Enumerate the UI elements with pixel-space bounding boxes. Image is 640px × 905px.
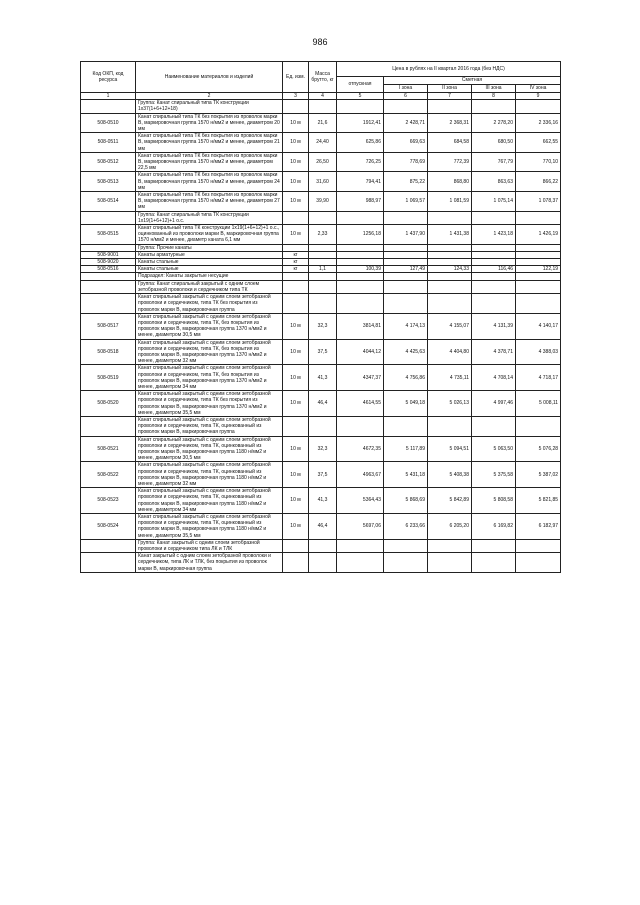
zone-1-price: 5 049,18 (384, 391, 428, 417)
empty-cell (81, 211, 136, 224)
zone-3-price: 5 808,58 (472, 488, 516, 514)
zone-2-price: 4 404,80 (428, 339, 472, 365)
zone-4-price: 1 078,37 (516, 192, 561, 212)
zone-4-price: 4 718,17 (516, 365, 561, 391)
unit: 10 м (283, 514, 309, 540)
resource-code: 508-0514 (81, 192, 136, 212)
col-number: 3 (283, 93, 309, 100)
zone-4-price: 122,19 (516, 266, 561, 273)
table-row (81, 225, 561, 245)
group-row (81, 280, 561, 293)
release-price: 5697,06 (337, 514, 384, 540)
empty-cell (384, 539, 428, 552)
release-price: 794,41 (337, 172, 384, 192)
resource-code: 508-0521 (81, 436, 136, 462)
col-number: 5 (337, 93, 384, 100)
zone-1-price: 6 233,66 (384, 514, 428, 540)
empty-cell (283, 553, 309, 573)
empty-cell (516, 211, 561, 224)
zone-1-price: 127,49 (384, 266, 428, 273)
zone-3-price: 6 169,82 (472, 514, 516, 540)
material-name: Канат спиральный закрытый с одним слоем зетобразной проволоки и сердечником, типа ТК без покрытия из проволок марки В, маркировочная группа 1370 н/мм2 и менее, диаметром 35,5 мм (136, 391, 283, 417)
table-row (81, 266, 561, 273)
material-name: Канат спиральный типа ТК без покрытия из проволок марки В, маркировочная группа 1570 н/мм2 и менее, диаметром 20 мм (136, 113, 283, 133)
price-table (80, 61, 561, 573)
zone-4-price (516, 259, 561, 266)
table-row (81, 192, 561, 212)
table-row (81, 259, 561, 266)
zone-4-price: 5 008,11 (516, 391, 561, 417)
resource-code: 508-0518 (81, 339, 136, 365)
empty-cell (428, 553, 472, 573)
release-price (337, 251, 384, 258)
zone-2-price: 1 081,59 (428, 192, 472, 212)
release-price: 4044,12 (337, 339, 384, 365)
empty-cell (283, 416, 309, 436)
unit: 10 м (283, 462, 309, 488)
resource-code: 508-9020 (81, 259, 136, 266)
header-zone-4: IV зона (516, 85, 561, 93)
mass: 39,90 (309, 192, 337, 212)
empty-cell (337, 273, 384, 280)
zone-1-price (384, 251, 428, 258)
zone-2-price: 124,33 (428, 266, 472, 273)
empty-cell (337, 100, 384, 113)
group-name: Группа: Канат спиральный закрытый с одним слоем зетобразной проволоки и сердечником типа ТК (136, 280, 283, 293)
empty-cell (516, 553, 561, 573)
empty-cell (337, 539, 384, 552)
resource-code: 508-0517 (81, 313, 136, 339)
zone-3-price: 4 378,71 (472, 339, 516, 365)
empty-cell (309, 294, 337, 314)
zone-3-price: 5 375,58 (472, 462, 516, 488)
empty-cell (309, 553, 337, 573)
empty-cell (384, 416, 428, 436)
zone-2-price: 5 026,13 (428, 391, 472, 417)
release-price: 4614,55 (337, 391, 384, 417)
material-name: Канат спиральный закрытый с одним слоем зетобразной проволоки и сердечником, типа ТК, без покрытия из проволок марки В, маркировочная группа 1370 н/мм2 и менее, диаметром 34 мм (136, 365, 283, 391)
empty-cell (81, 294, 136, 314)
mass: 26,50 (309, 152, 337, 172)
header-estimate: Сметная (384, 77, 561, 85)
zone-3-price: 4 997,46 (472, 391, 516, 417)
table-row (81, 514, 561, 540)
unit: 10 м (283, 172, 309, 192)
empty-cell (384, 211, 428, 224)
unit: кг (283, 251, 309, 258)
mass (309, 251, 337, 258)
mass (309, 259, 337, 266)
zone-4-price: 866,22 (516, 172, 561, 192)
unit: кг (283, 266, 309, 273)
empty-cell (283, 539, 309, 552)
zone-2-price: 5 094,51 (428, 436, 472, 462)
table-row (81, 488, 561, 514)
empty-cell (81, 553, 136, 573)
group-row (81, 539, 561, 552)
empty-cell (516, 273, 561, 280)
material-name: Канат спиральный типа ТК без покрытия из проволок марки В, маркировочная группа 1570 н/мм2 и менее, диаметром 22,5 мм (136, 152, 283, 172)
empty-cell (309, 100, 337, 113)
zone-4-price: 5 387,02 (516, 462, 561, 488)
col-number: 6 (384, 93, 428, 100)
empty-cell (472, 100, 516, 113)
empty-cell (81, 280, 136, 293)
empty-cell (283, 280, 309, 293)
zone-1-price: 1 437,90 (384, 225, 428, 245)
zone-1-price: 1 069,57 (384, 192, 428, 212)
zone-3-price: 1 423,18 (472, 225, 516, 245)
resource-code: 508-0510 (81, 113, 136, 133)
group-name: Группа: Канат спиральный типа ТК конструкции 1х37(1+6+12+18) (136, 100, 283, 113)
empty-cell (384, 553, 428, 573)
zone-4-price: 770,10 (516, 152, 561, 172)
empty-cell (516, 100, 561, 113)
zone-1-price: 5 117,89 (384, 436, 428, 462)
table-header (81, 62, 561, 100)
group-row (81, 416, 561, 436)
empty-cell (516, 294, 561, 314)
empty-cell (309, 416, 337, 436)
material-name: Канат спиральный типа ТК конструкции 1х19(1+6+12)+1 о.с., оцинкованный из проволоки марки В, маркировочная группа 1570 н/мм2 и менее, диаметр каната 6,1 мм (136, 225, 283, 245)
empty-cell (428, 280, 472, 293)
empty-cell (337, 244, 384, 251)
resource-code: 508-0515 (81, 225, 136, 245)
empty-cell (428, 294, 472, 314)
zone-4-price: 1 426,19 (516, 225, 561, 245)
group-name: Группа: Прочие канаты (136, 244, 283, 251)
col-number: 9 (516, 93, 561, 100)
resource-code: 508-0524 (81, 514, 136, 540)
resource-code: 508-0519 (81, 365, 136, 391)
zone-3-price (472, 259, 516, 266)
zone-3-price: 4 708,14 (472, 365, 516, 391)
empty-cell (309, 280, 337, 293)
resource-code: 508-0511 (81, 133, 136, 153)
mass: 21,6 (309, 113, 337, 133)
zone-1-price: 4 174,13 (384, 313, 428, 339)
zone-1-price: 4 756,86 (384, 365, 428, 391)
resource-code: 508-0520 (81, 391, 136, 417)
zone-3-price: 5 063,50 (472, 436, 516, 462)
zone-2-price: 5 408,38 (428, 462, 472, 488)
empty-cell (283, 273, 309, 280)
mass: 1,1 (309, 266, 337, 273)
group-name: Группа: Канат закрытый с одним слоем зетобразной проволоки и сердечником типа ЛК и ТЛК (136, 539, 283, 552)
group-row (81, 294, 561, 314)
table-row (81, 365, 561, 391)
empty-cell (428, 273, 472, 280)
unit: 10 м (283, 365, 309, 391)
zone-4-price: 6 182,97 (516, 514, 561, 540)
mass: 41,3 (309, 365, 337, 391)
empty-cell (337, 553, 384, 573)
material-name: Канат спиральный типа ТК без покрытия из проволок марки В, маркировочная группа 1570 н/мм2 и менее, диаметром 27 мм (136, 192, 283, 212)
unit: 10 м (283, 113, 309, 133)
zone-1-price: 5 868,69 (384, 488, 428, 514)
empty-cell (384, 273, 428, 280)
resource-code: 508-0522 (81, 462, 136, 488)
empty-cell (337, 211, 384, 224)
table-body (81, 100, 561, 573)
material-name: Канат спиральный типа ТК без покрытия из проволок марки В, маркировочная группа 1570 н/мм2 и менее, диаметром 21 мм (136, 133, 283, 153)
table-row (81, 133, 561, 153)
zone-2-price: 1 431,38 (428, 225, 472, 245)
empty-cell (283, 100, 309, 113)
empty-cell (428, 100, 472, 113)
release-price: 726,25 (337, 152, 384, 172)
empty-cell (81, 100, 136, 113)
empty-cell (309, 273, 337, 280)
col-number: 7 (428, 93, 472, 100)
material-name: Канат спиральный закрытый с одним слоем зетобразной проволоки и сердечником, типа ТК, без покрытия из проволок марки В, маркировочная группа 1370 н/мм2 и менее, диаметром 30,5 мм (136, 313, 283, 339)
release-price: 4963,67 (337, 462, 384, 488)
zone-2-price: 6 205,20 (428, 514, 472, 540)
release-price: 3814,81 (337, 313, 384, 339)
empty-cell (283, 244, 309, 251)
header-zone-1: I зона (384, 85, 428, 93)
empty-cell (384, 244, 428, 251)
mass: 41,3 (309, 488, 337, 514)
col-number: 8 (472, 93, 516, 100)
empty-cell (428, 244, 472, 251)
zone-3-price (472, 251, 516, 258)
resource-code: 508-0523 (81, 488, 136, 514)
zone-1-price (384, 259, 428, 266)
material-name: Канаты стальные (136, 259, 283, 266)
empty-cell (428, 211, 472, 224)
zone-4-price (516, 251, 561, 258)
unit: 10 м (283, 225, 309, 245)
zone-1-price: 2 428,71 (384, 113, 428, 133)
empty-cell (309, 539, 337, 552)
release-price: 5364,43 (337, 488, 384, 514)
release-price: 988,97 (337, 192, 384, 212)
zone-2-price (428, 259, 472, 266)
empty-cell (472, 294, 516, 314)
unit: 10 м (283, 436, 309, 462)
header-price-group: Цена в рублях на II квартал 2016 года (без НДС) (337, 62, 561, 77)
table-row (81, 462, 561, 488)
zone-4-price: 2 336,16 (516, 113, 561, 133)
empty-cell (428, 416, 472, 436)
material-name: Канат спиральный закрытый с одним слоем зетобразной проволоки и сердечником, типа ТК, оцинкованный из проволок марки В, маркировочная группа 1180 н/мм2 и менее, диаметром 35,5 мм (136, 514, 283, 540)
mass: 46,4 (309, 391, 337, 417)
material-name: Канаты стальные (136, 266, 283, 273)
table-row (81, 313, 561, 339)
release-price: 4347,37 (337, 365, 384, 391)
empty-cell (472, 280, 516, 293)
empty-cell (384, 100, 428, 113)
zone-3-price: 4 131,39 (472, 313, 516, 339)
table-row (81, 172, 561, 192)
zone-1-price: 4 425,63 (384, 339, 428, 365)
unit: кг (283, 259, 309, 266)
mass: 46,4 (309, 514, 337, 540)
mass: 24,40 (309, 133, 337, 153)
zone-1-price: 875,22 (384, 172, 428, 192)
zone-4-price: 4 388,03 (516, 339, 561, 365)
column-numbers-row (81, 93, 561, 100)
header-code: Код ОКП, код ресурса (81, 62, 136, 93)
group-name: Группа: Канат спиральный типа ТК конструкции 1х19(1+6+12)+1 о.с. (136, 211, 283, 224)
zone-2-price: 4 735,11 (428, 365, 472, 391)
empty-cell (81, 539, 136, 552)
zone-3-price: 2 278,20 (472, 113, 516, 133)
empty-cell (472, 416, 516, 436)
header-zone-2: II зона (428, 85, 472, 93)
release-price: 100,39 (337, 266, 384, 273)
zone-2-price: 868,80 (428, 172, 472, 192)
empty-cell (384, 294, 428, 314)
page-number: 986 (312, 37, 328, 47)
header-name: Наименование материалов и изделий (136, 62, 283, 93)
zone-3-price: 767,79 (472, 152, 516, 172)
release-price: 625,86 (337, 133, 384, 153)
empty-cell (516, 244, 561, 251)
empty-cell (337, 280, 384, 293)
unit: 10 м (283, 152, 309, 172)
col-number: 4 (309, 93, 337, 100)
header-unit: Ед. изм. (283, 62, 309, 93)
mass: 32,3 (309, 313, 337, 339)
unit: 10 м (283, 339, 309, 365)
zone-3-price: 1 075,14 (472, 192, 516, 212)
unit: 10 м (283, 192, 309, 212)
release-price (337, 259, 384, 266)
group-row (81, 211, 561, 224)
zone-4-price: 5 821,85 (516, 488, 561, 514)
resource-code: 508-0516 (81, 266, 136, 273)
zone-2-price: 4 155,07 (428, 313, 472, 339)
resource-code: 508-0513 (81, 172, 136, 192)
empty-cell (81, 273, 136, 280)
table-row (81, 113, 561, 133)
zone-1-price: 778,69 (384, 152, 428, 172)
unit: 10 м (283, 488, 309, 514)
empty-cell (516, 280, 561, 293)
resource-code: 508-0512 (81, 152, 136, 172)
group-row (81, 100, 561, 113)
empty-cell (472, 273, 516, 280)
empty-cell (283, 294, 309, 314)
mass: 31,60 (309, 172, 337, 192)
zone-2-price: 772,39 (428, 152, 472, 172)
zone-2-price: 5 842,89 (428, 488, 472, 514)
empty-cell (283, 211, 309, 224)
material-name: Канат спиральный закрытый с одним слоем зетобразной проволоки и сердечником, типа ТК, без покрытия из проволок марки В, маркировочная группа 1370 н/мм2 и менее, диаметром 32 мм (136, 339, 283, 365)
table-row (81, 251, 561, 258)
zone-3-price: 863,63 (472, 172, 516, 192)
group-row (81, 553, 561, 573)
unit: 10 м (283, 133, 309, 153)
mass: 2,33 (309, 225, 337, 245)
material-name: Канат спиральный закрытый с одним слоем зетобразной проволоки и сердечником, типа ТК, оцинкованный из проволок марки В, маркировочная группа 1180 н/мм2 и менее, диаметром 32 мм (136, 462, 283, 488)
material-name: Канат спиральный типа ТК без покрытия из проволок марки В, маркировочная группа 1570 н/мм2 и менее, диаметром 24 мм (136, 172, 283, 192)
zone-2-price (428, 251, 472, 258)
zone-3-price: 116,46 (472, 266, 516, 273)
empty-cell (472, 211, 516, 224)
mass: 37,5 (309, 339, 337, 365)
mass: 37,5 (309, 462, 337, 488)
group-name: Канат спиральный закрытый с одним слоем зетобразной проволоки и сердечником, типа ТК, оцинкованный из проволок марки В, маркировочная группа (136, 416, 283, 436)
header-release: отпускная (337, 77, 384, 93)
empty-cell (81, 244, 136, 251)
col-number: 2 (136, 93, 283, 100)
zone-3-price: 680,50 (472, 133, 516, 153)
col-number: 1 (81, 93, 136, 100)
empty-cell (384, 280, 428, 293)
table-row (81, 152, 561, 172)
empty-cell (309, 244, 337, 251)
empty-cell (428, 539, 472, 552)
release-price: 1912,41 (337, 113, 384, 133)
material-name: Канат спиральный закрытый с одним слоем зетобразной проволоки и сердечником, типа ТК, оцинкованный из проволок марки В, маркировочная группа 1180 н/мм2 и менее, диаметром 34 мм (136, 488, 283, 514)
table-row (81, 391, 561, 417)
zone-1-price: 669,63 (384, 133, 428, 153)
empty-cell (337, 294, 384, 314)
group-row (81, 244, 561, 251)
empty-cell (472, 244, 516, 251)
empty-cell (309, 211, 337, 224)
unit: 10 м (283, 313, 309, 339)
empty-cell (337, 416, 384, 436)
zone-2-price: 684,58 (428, 133, 472, 153)
material-name: Канаты арматурные (136, 251, 283, 258)
header-mass: Масса брутто, кг (309, 62, 337, 93)
table-row (81, 339, 561, 365)
table-row (81, 436, 561, 462)
group-name: Канат закрытый с одним слоем зетобразной проволоки и сердечником, типа ЛК и ТЛК, без покрытия из проволок марки В, маркировочная группа (136, 553, 283, 573)
zone-1-price: 5 431,18 (384, 462, 428, 488)
release-price: 4672,35 (337, 436, 384, 462)
empty-cell (516, 539, 561, 552)
release-price: 1256,18 (337, 225, 384, 245)
unit: 10 м (283, 391, 309, 417)
empty-cell (81, 416, 136, 436)
group-name: Подраздел: Канаты закрытые несущие (136, 273, 283, 280)
empty-cell (472, 539, 516, 552)
mass: 32,3 (309, 436, 337, 462)
group-name: Канат спиральный закрытый с одним слоем зетобразной проволоки и сердечником, типа ТК без покрытия из проволок марки В, маркировочная группа (136, 294, 283, 314)
zone-4-price: 662,55 (516, 133, 561, 153)
header-zone-3: III зона (472, 85, 516, 93)
group-row (81, 273, 561, 280)
empty-cell (516, 416, 561, 436)
zone-2-price: 2 368,31 (428, 113, 472, 133)
material-name: Канат спиральный закрытый с одним слоем зетобразной проволоки и сердечником, типа ТК, оцинкованный из проволок марки В, маркировочная группа 1180 н/мм2 и менее, диаметром 30,5 мм (136, 436, 283, 462)
resource-code: 508-9001 (81, 251, 136, 258)
zone-4-price: 4 140,17 (516, 313, 561, 339)
empty-cell (472, 553, 516, 573)
zone-4-price: 5 076,28 (516, 436, 561, 462)
